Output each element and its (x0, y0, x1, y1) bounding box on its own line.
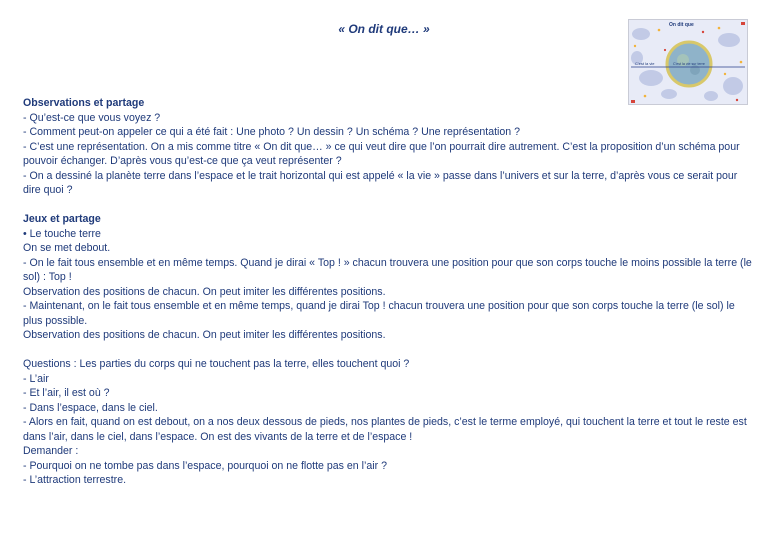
text-line: Observation des positions de chacun. On peut imiter les différentes positions. (23, 285, 386, 298)
page-title: « On dit que… » (338, 22, 430, 36)
document-body (23, 96, 753, 488)
text-line: - Alors en fait, quand on est debout, on a nos deux dessous de pieds, nos plantes de pieds, c’est le terme employé, qui touchent la terre et tout le reste est dans l’air, dans le ciel, dans l’espace. On est des vivants de la terre et de l’espace ! (23, 416, 747, 443)
text-line: - Maintenant, on le fait tous ensemble et en même temps, quand je dirai Top ! chacun trouvera une position pour que son corps touche la terre (le sol) le plus possible. (23, 300, 735, 327)
paragraph-spacer (23, 343, 753, 358)
text-line: - L’attraction terrestre. (23, 474, 127, 486)
text-line: - On le fait tous ensemble et en même temps. Quand je dirai « Top ! » chacun trouvera une position pour que son corps touche le moins possible la terre (le sol) : Top ! (23, 256, 752, 283)
thumbnail-caption-line: C'est la vie (635, 61, 655, 66)
text-line: - L’air (23, 372, 49, 385)
text-line: - Qu’est-ce que vous voyez ? (23, 111, 161, 124)
text-line: • Le touche terre (23, 227, 101, 240)
text-line: Questions : Les parties du corps qui ne touchent pas la terre, elles touchent quoi ? (23, 358, 410, 370)
thumbnail-caption-top: On dit que (669, 22, 694, 28)
section-heading-jeux: Jeux et partage (23, 213, 101, 225)
text-line: - Pourquoi on ne tombe pas dans l’espace, pourquoi on ne flotte pas en l’air ? (23, 459, 387, 472)
text-line: - C’est une représentation. On a mis comme titre « On dit que… » ce qui veut dire que l’on pourrait dire autrement. C’est la proposition d’un schéma pour pouvoir échanger. D’après vous qu’est-ce que ça veut représenter ? (23, 140, 740, 167)
text-line: - On a dessiné la planète terre dans l’espace et le trait horizontal qui est appelé « la vie » passe dans l’univers et sur la terre, d’après vous ce serait pour dire quoi ? (23, 169, 738, 196)
paragraph-spacer (23, 198, 753, 213)
text-line: - Dans l’espace, dans le ciel. (23, 401, 158, 414)
section-heading-observations: Observations et partage (23, 97, 145, 109)
thumbnail-caption-globe: C'est la vie sur terre (673, 62, 705, 66)
text-line: - Et l’air, il est où ? (23, 387, 110, 399)
slide-thumbnail (628, 19, 748, 105)
text-line: - Comment peut-on appeler ce qui a été fait : Une photo ? Un dessin ? Un schéma ? Une représentation ? (23, 126, 521, 138)
text-line: Observation des positions de chacun. On peut imiter les différentes positions. (23, 329, 386, 341)
text-line: Demander : (23, 445, 79, 457)
text-line: On se met debout. (23, 242, 111, 254)
